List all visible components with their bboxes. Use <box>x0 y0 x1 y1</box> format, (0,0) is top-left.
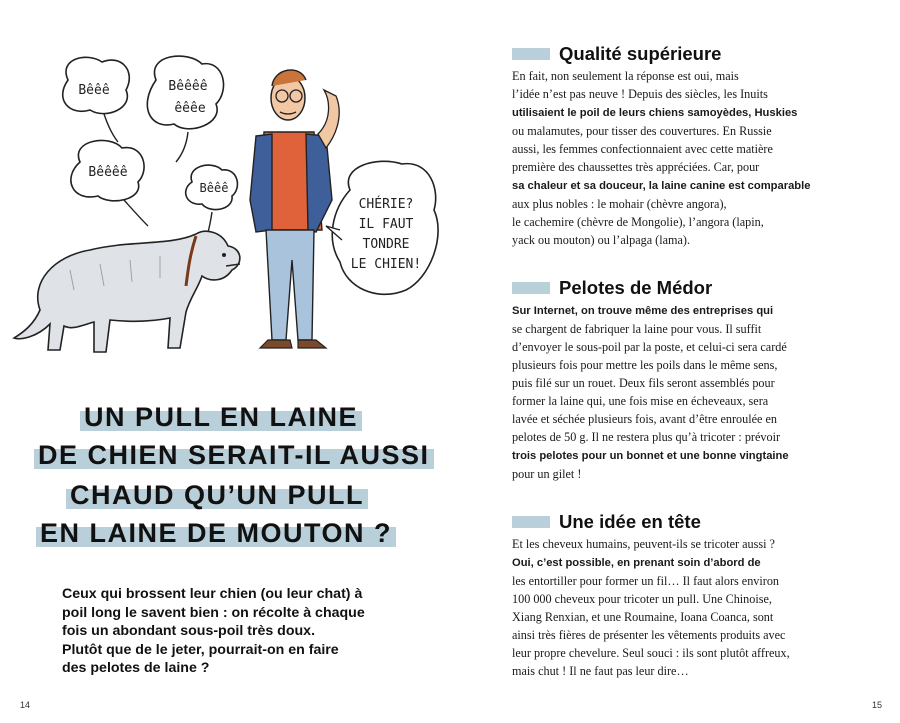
text-run: première des chaussettes très appréciées. Car, pour <box>512 160 760 174</box>
dog-drawing <box>14 231 240 352</box>
title-line-1: UN PULL EN LAINE <box>80 402 362 432</box>
text-run: le cachemire (chèvre de Mongolie), l’angora (lapin, <box>512 215 764 229</box>
text-line <box>512 662 852 680</box>
bubble-text-3: Bêêêê <box>88 165 128 180</box>
text-run: pour un gilet ! <box>512 467 582 481</box>
text-run: d’envoyer le sous-poil par la poste, et celui-ci sera cardé <box>512 340 787 354</box>
man-bubble-line-1: CHÉRIE? <box>358 197 414 212</box>
text-run: ainsi très fières de présenter les vêtements produits avec <box>512 628 786 642</box>
text-run: leur propre chevelure. Seul souci : ils sont plutôt affreux, <box>512 646 790 660</box>
man-bubble-line-4: LE CHIEN! <box>350 257 422 272</box>
text-line <box>512 428 852 446</box>
text-line <box>512 213 852 231</box>
speech-bubble-4 <box>186 165 238 240</box>
section-qualite <box>512 42 852 249</box>
text-line <box>512 195 852 213</box>
speech-bubble-3 <box>71 140 148 226</box>
title-line-3: CHAUD QU’UN PULL <box>66 480 368 510</box>
text-run: l’idée n’est pas neuve ! Depuis des siècles, les Inuits <box>512 87 768 101</box>
text-line <box>512 320 852 338</box>
speech-bubble-2 <box>147 56 223 162</box>
text-run: lavée et séchée plusieurs fois, avant d’être enroulée en <box>512 412 777 426</box>
section-title: Une idée en tête <box>559 511 701 532</box>
text-line <box>512 626 852 644</box>
text-line <box>512 301 852 320</box>
text-line <box>512 644 852 662</box>
section-header <box>512 510 852 534</box>
text-line <box>512 465 852 483</box>
text-line <box>512 103 852 122</box>
text-run: Oui, c’est possible, en prenant soin d’abord de <box>512 557 761 569</box>
text-line <box>512 67 852 85</box>
text-run: Xiang Renxian, et une Roumaine, Ioana Coanca, sont <box>512 610 774 624</box>
man-speech-bubble <box>326 161 438 294</box>
page-number-left: 14 <box>20 700 31 710</box>
text-line <box>512 176 852 195</box>
section-bar <box>512 48 550 60</box>
section-text <box>512 301 852 483</box>
man-drawing <box>250 70 339 348</box>
text-run: se chargent de fabriquer la laine pour vous. Il suffit <box>512 322 762 336</box>
text-line <box>512 572 852 590</box>
text-line <box>512 338 852 356</box>
text-line <box>512 553 852 572</box>
intro-line: Plutôt que de le jeter, pourrait-on en faire <box>62 641 339 658</box>
text-run: sa chaleur et sa douceur, la laine canine est comparable <box>512 180 811 192</box>
bubble-text-1: Bêêê <box>78 83 110 98</box>
intro-line: fois un abondant sous-poil très doux. <box>62 623 316 640</box>
section-header <box>512 42 852 66</box>
section-idee <box>512 510 852 680</box>
text-line <box>512 374 852 392</box>
text-run: pelotes de 50 g. Il ne restera plus qu’à tricoter : prévoir <box>512 430 781 444</box>
text-line <box>512 446 852 465</box>
svg-text:Bêêêê: Bêêêê <box>168 79 208 94</box>
section-title: Qualité supérieure <box>559 43 722 64</box>
text-line <box>512 158 852 176</box>
text-line <box>512 608 852 626</box>
speech-bubble-1 <box>63 57 130 142</box>
section-text <box>512 67 852 249</box>
text-line <box>512 392 852 410</box>
right-page <box>450 0 900 723</box>
text-run: yack ou mouton) ou l’alpaga (lama). <box>512 233 691 247</box>
page-number-right: 15 <box>872 700 883 710</box>
section-title: Pelotes de Médor <box>559 277 713 298</box>
text-run: former la laine qui, une fois mise en écheveaux, sera <box>512 394 769 408</box>
intro-line: poil long le savent bien : on récolte à chaque <box>62 604 365 621</box>
intro-line: Ceux qui brossent leur chien (ou leur chat) à <box>62 586 363 602</box>
section-pelotes <box>512 276 852 483</box>
text-run: les entortiller pour former un fil… Il faut alors environ <box>512 574 780 588</box>
man-bubble-line-2: IL FAUT <box>358 217 414 232</box>
section-bar <box>512 516 550 528</box>
illustration <box>10 50 440 360</box>
text-run: utilisaient le poil de leurs chiens samoyèdes, Huskies <box>512 107 798 119</box>
text-line <box>512 140 852 158</box>
text-run: aussi, les femmes confectionnaient avec cette matière <box>512 142 773 156</box>
text-line <box>512 85 852 103</box>
text-run: ou malamutes, pour tisser des couvertures. En Russie <box>512 124 772 138</box>
text-run: mais chut ! Il ne faut pas leur dire… <box>512 664 689 678</box>
man-bubble-line-3: TONDRE <box>362 237 410 252</box>
text-line <box>512 231 852 249</box>
text-line <box>512 356 852 374</box>
text-line <box>512 535 852 553</box>
title-line-4: EN LAINE DE MOUTON ? <box>36 518 396 548</box>
text-run: aux plus nobles : le mohair (chèvre angora), <box>512 197 727 211</box>
section-bar <box>512 282 550 294</box>
text-run: En fait, non seulement la réponse est oui, mais <box>512 69 739 83</box>
text-run: plusieurs fois pour mettre les poils dans le même sens, <box>512 358 778 372</box>
intro-line: des pelotes de laine ? <box>62 660 210 677</box>
title-line-2: DE CHIEN SERAIT-IL AUSSI <box>34 440 434 470</box>
text-run: Et les cheveux humains, peuvent-ils se tricoter aussi ? <box>512 537 775 551</box>
intro-paragraph <box>62 585 402 678</box>
text-run: Sur Internet, on trouve même des entreprises qui <box>512 305 774 317</box>
text-run: 100 000 cheveux pour tricoter un pull. Une Chinoise, <box>512 592 772 606</box>
svg-text:êêêe: êêêe <box>174 101 206 116</box>
text-run: trois pelotes pour un bonnet et une bonne vingtaine <box>512 450 789 462</box>
text-line <box>512 410 852 428</box>
bubble-text-4: Bêêê <box>199 181 229 195</box>
text-line <box>512 122 852 140</box>
text-line <box>512 590 852 608</box>
section-header <box>512 276 852 300</box>
text-run: puis filé sur un rouet. Deux fils seront assemblés pour <box>512 376 775 390</box>
section-text <box>512 535 852 680</box>
